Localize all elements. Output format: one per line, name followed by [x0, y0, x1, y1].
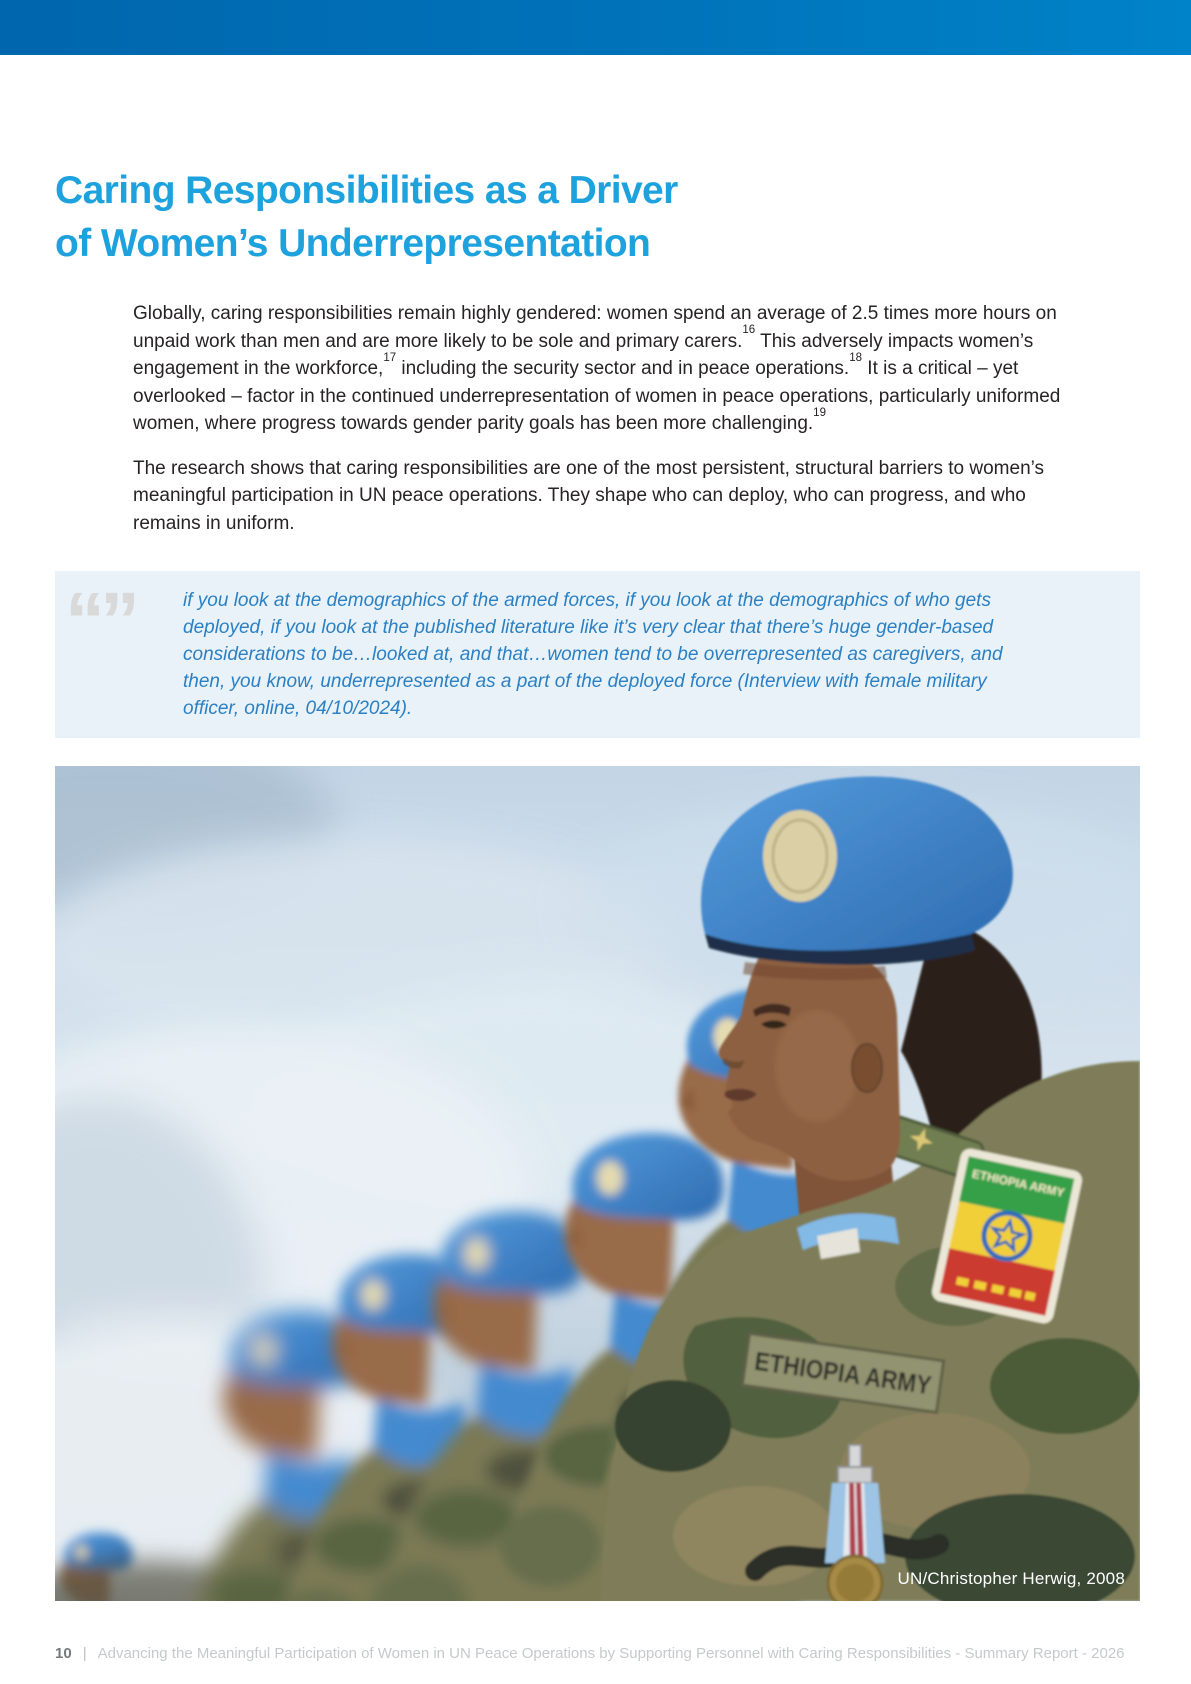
- page-title-line-2: of Women’s Underrepresentation: [55, 222, 651, 265]
- page-number: 10: [55, 1645, 72, 1662]
- quote-icon: “”: [65, 576, 135, 665]
- paragraph-2: The research shows that caring responsibilities are one of the most persistent, structural barriers to women’s meaningful participation in UN peace operations. They shape who can deploy, who can progress, and who remains in uniform.: [133, 457, 1045, 534]
- peacekeepers-photo-illustration: [55, 766, 1140, 1601]
- quote-text: if you look at the demographics of the armed forces, if you look at the demographics of who gets deployed, if you look at the published literature like it’s very clear that there’s huge gender-based considerations to be…looked at, and that…women tend to be overrepresented as caregivers, and then, you know, underrepresented as a part of the deployed force (Interview with female military officer, online, 04/10/2024).: [183, 590, 1003, 719]
- page-content: [55, 55, 1140, 1601]
- footer-separator: |: [82, 1645, 87, 1662]
- peacekeepers-photo: [55, 766, 1140, 1601]
- page-title-line-1: Caring Responsibilities as a Driver: [55, 169, 678, 212]
- photo-credit: UN/Christopher Herwig, 2008: [897, 1569, 1125, 1588]
- flag-patch-text: ETHIOPIA ARMY: [970, 1166, 1067, 1200]
- header-gradient-bar: [0, 0, 1191, 55]
- name-tape-text: ETHIOPIA ARMY: [752, 1345, 960, 1404]
- page-title: [55, 164, 1140, 270]
- paragraph-1: Globally, caring responsibilities remain highly gendered: women spend an average of 2.5 times more hours on unpaid work than men and are more likely to be sole and primary carers.$^{16}$ This adversely impacts women’s engagement in the workforce,$^{17}$ including the security sector and in peace operations.$^{18}$ It is a critical – yet overlooked – factor in the continued underrepresentation of women in peace operations, particularly uniformed women, where progress towards gender parity goals has been more challenging.$^{19}$: [133, 303, 1061, 434]
- footer-text: Advancing the Meaningful Participation of Women in UN Peace Operations by Supporting Personnel with Caring Responsibilities - Summary Report - 2026: [97, 1645, 1125, 1662]
- page-footer: [55, 1645, 1140, 1662]
- pull-quote-block: [55, 571, 1140, 738]
